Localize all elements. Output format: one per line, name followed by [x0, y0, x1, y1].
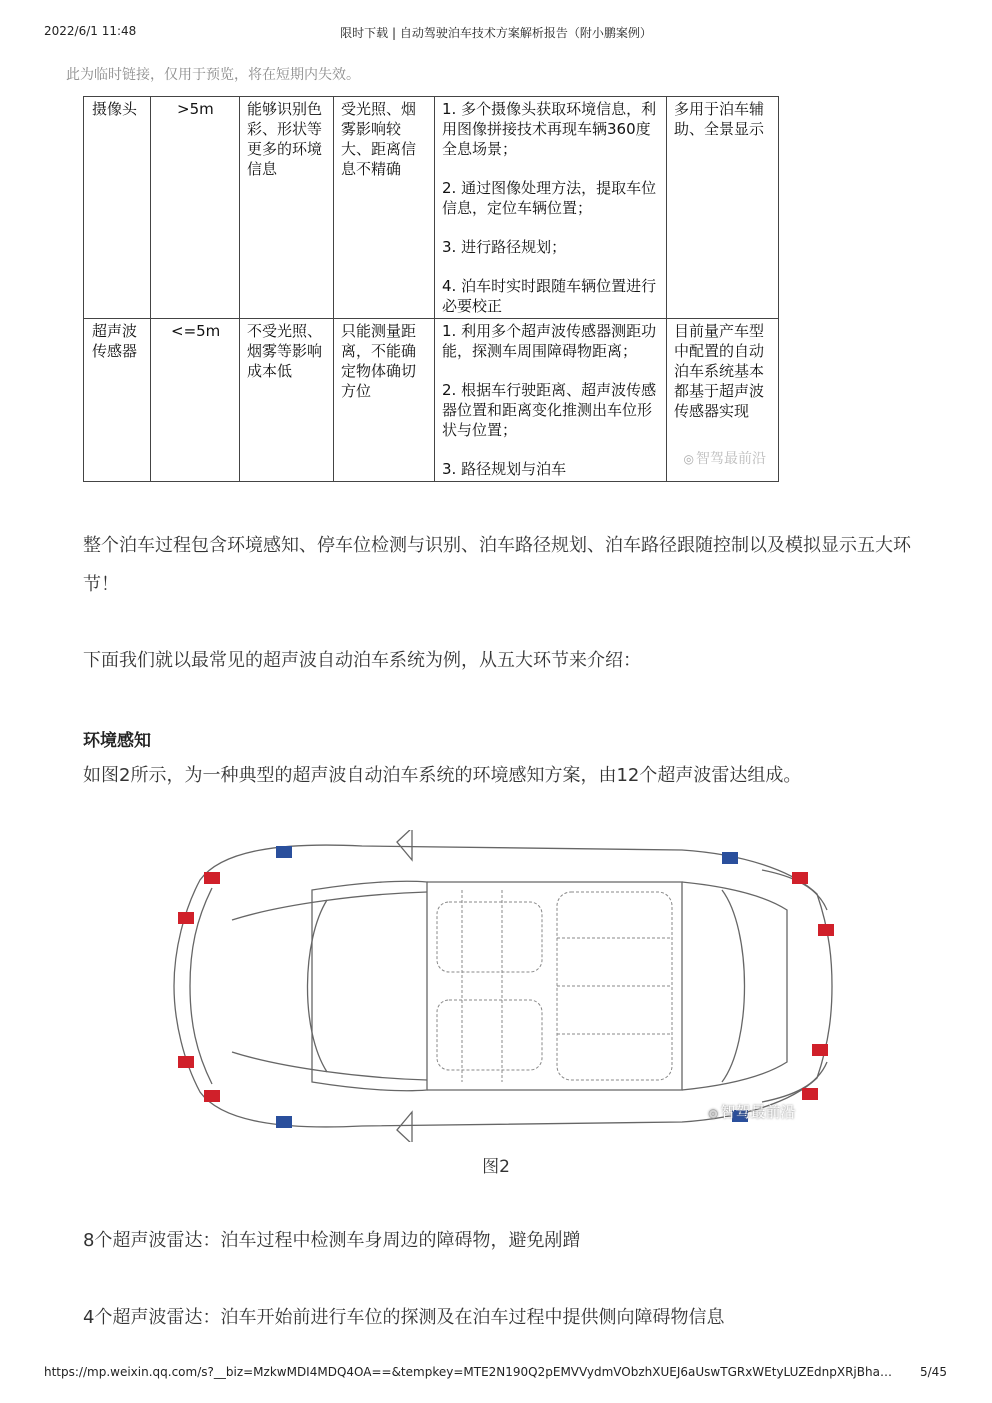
- table-row: [84, 97, 779, 319]
- footer-page-number: 5/45: [920, 1365, 947, 1379]
- cell-cons: 受光照、烟雾影响较大、距离信息不精确: [334, 97, 435, 319]
- cell-pros: 能够识别色彩、形状等更多的环境信息: [240, 97, 334, 319]
- step-text: 2. 根据车行驶距离、超声波传感器位置和距离变化推测出车位形状与位置；: [442, 381, 657, 439]
- cell-range: <=5m: [151, 319, 240, 482]
- watermark: [684, 449, 766, 469]
- table-row: [84, 319, 779, 482]
- step-text: 4. 泊车时实时跟随车辆位置进行必要校正: [442, 277, 657, 315]
- car-outline-icon: [174, 830, 832, 1142]
- figure-caption: 图2: [482, 1157, 510, 1177]
- car-sensor-diagram: [162, 830, 838, 1142]
- step-text: 1. 多个摄像头获取环境信息，利用图像拼接技术再现车辆360度全息场景；: [442, 100, 657, 158]
- cell-steps: [435, 319, 667, 482]
- footer-url: https://mp.weixin.qq.com/s?__biz=MzkwMDI4MDQ4OA==&tempkey=MTE2N190Q2pEMVVydmVObzhXUEJ6aUswTGRxWEtyLUZEdnpXRjBha…: [44, 1365, 892, 1379]
- cell-range: >5m: [151, 97, 240, 319]
- cell-sensor: 摄像头: [84, 97, 151, 319]
- cell-sensor: 超声波传感器: [84, 319, 151, 482]
- step-text: 1. 利用多个超声波传感器测距功能，探测车周围障碍物距离；: [442, 322, 657, 360]
- header-datetime: 2022/6/1 11:48: [44, 24, 137, 38]
- step-text: 3. 进行路径规划；: [442, 238, 567, 256]
- cell-pros: 不受光照、烟雾等影响成本低: [240, 319, 334, 482]
- paragraph: 下面我们就以最常见的超声波自动泊车系统为例，从五大环节来介绍：: [83, 650, 641, 671]
- front-rear-sensors-icon: [178, 872, 834, 1102]
- cell-application: [667, 319, 779, 482]
- paragraph: 如图2所示，为一种典型的超声波自动泊车系统的环境感知方案，由12个超声波雷达组成。: [83, 765, 802, 786]
- seats-icon: [437, 890, 672, 1082]
- application-text: 目前量产车型中配置的自动泊车系统基本都基于超声波传感器实现: [674, 322, 765, 420]
- sensor-comparison-table: [83, 96, 779, 482]
- watermark-text: 智驾最前沿: [696, 451, 766, 467]
- temporary-link-notice: 此为临时链接，仅用于预览，将在短期内失效。: [66, 67, 360, 83]
- wechat-icon: ◎: [683, 452, 694, 466]
- cell-cons: 只能测量距离，不能确定物体确切方位: [334, 319, 435, 482]
- cell-application: 多用于泊车辅助、全景显示: [667, 97, 779, 319]
- paragraph: 4个超声波雷达：泊车开始前进行车位的探测及在泊车过程中提供侧向障碍物信息: [83, 1307, 725, 1328]
- paragraph: 8个超声波雷达：泊车过程中检测车身周边的障碍物，避免剐蹭: [83, 1230, 581, 1251]
- watermark-text: 智驾最前沿: [720, 1103, 796, 1121]
- header-title: 限时下载 | 自动驾驶泊车技术方案解析报告（附小鹏案例）: [340, 26, 652, 40]
- paragraph: 整个泊车过程包含环境感知、停车位检测与识别、泊车路径规划、泊车路径跟随控制以及模拟显示五大环节！: [83, 535, 911, 595]
- step-text: 3. 路径规划与泊车: [442, 460, 567, 478]
- cell-steps: [435, 97, 667, 319]
- step-text: 2. 通过图像处理方法，提取车位信息，定位车辆位置；: [442, 179, 657, 217]
- image-watermark: [708, 1101, 796, 1122]
- side-sensors-icon: [276, 846, 748, 1128]
- section-heading: 环境感知: [83, 731, 151, 751]
- wechat-icon: ◎: [708, 1106, 719, 1120]
